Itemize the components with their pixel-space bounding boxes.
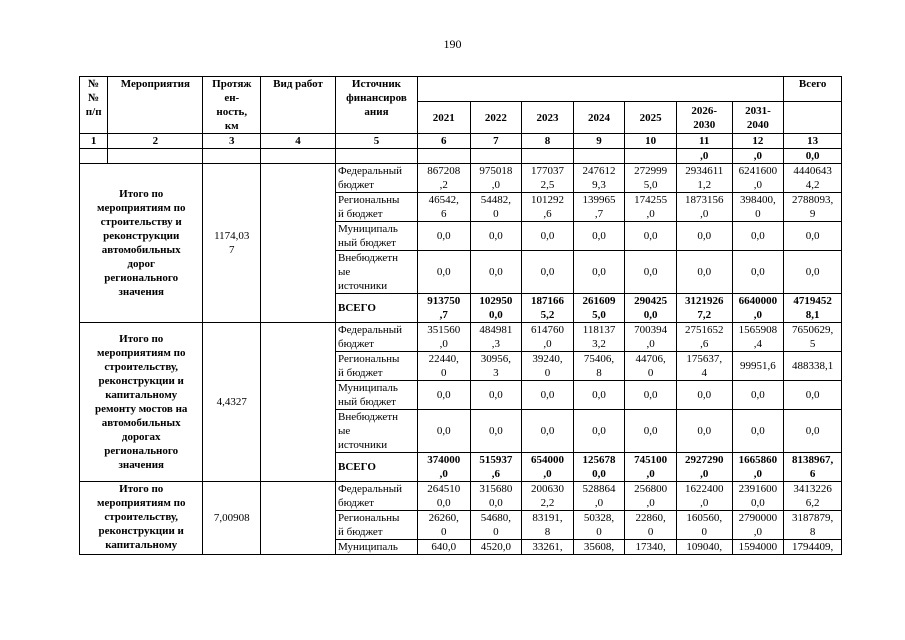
value-cell: 614760 ,0 <box>522 323 574 352</box>
value-cell: 0,0 <box>625 251 677 294</box>
value-cell: 290425 0,0 <box>625 294 677 323</box>
value-cell: 3187879, 8 <box>784 511 842 540</box>
value-cell: 4440643 4,2 <box>784 164 842 193</box>
value-cell: 0,0 <box>573 251 625 294</box>
group-title: Итого по мероприятиям по строительству, реконструкции и капитальному ремонту мостов на автомобильных дорогах регионального значения <box>80 323 203 482</box>
value-cell: 175637, 4 <box>676 352 732 381</box>
value-cell: 46542, 6 <box>417 193 470 222</box>
work-type-cell <box>261 482 336 555</box>
value-cell: 160560, 0 <box>676 511 732 540</box>
value-cell: 2788093, 9 <box>784 193 842 222</box>
header-year: 2021 <box>417 102 470 134</box>
carry-over-row <box>80 149 842 164</box>
financing-source: Федеральный бюджет <box>335 164 417 193</box>
value-cell: 0,0 <box>417 410 470 453</box>
carry-cell: ,0 <box>676 149 732 164</box>
value-cell: 2927290 ,0 <box>676 453 732 482</box>
value-cell: 0,0 <box>470 251 522 294</box>
value-cell: 374000 ,0 <box>417 453 470 482</box>
table-row <box>80 323 842 352</box>
value-cell: 125678 0,0 <box>573 453 625 482</box>
value-cell: 528864 ,0 <box>573 482 625 511</box>
financing-source: ВСЕГО <box>335 294 417 323</box>
header-length: Протяж ен- ность, км <box>203 77 261 134</box>
header-year: 2023 <box>522 102 574 134</box>
value-cell: 0,0 <box>573 410 625 453</box>
group-length: 1174,03 7 <box>203 164 261 323</box>
column-number: 2 <box>108 134 203 149</box>
value-cell: 398400, 0 <box>732 193 784 222</box>
value-cell: 6640000 ,0 <box>732 294 784 323</box>
value-cell: 913750 ,7 <box>417 294 470 323</box>
column-number: 13 <box>784 134 842 149</box>
value-cell: 101292 ,6 <box>522 193 574 222</box>
value-cell: 0,0 <box>676 381 732 410</box>
value-cell: 22440, 0 <box>417 352 470 381</box>
value-cell: 654000 ,0 <box>522 453 574 482</box>
value-cell: 745100 ,0 <box>625 453 677 482</box>
column-number: 4 <box>261 134 336 149</box>
value-cell: 0,0 <box>470 222 522 251</box>
page-number: 190 <box>443 37 462 51</box>
column-number: 11 <box>676 134 732 149</box>
group-title: Итого по мероприятиям по строительству, реконструкции и капитальному <box>80 482 203 555</box>
carry-cell <box>108 149 203 164</box>
carry-cell <box>417 149 470 164</box>
value-cell: 1622400 ,0 <box>676 482 732 511</box>
value-cell: 0,0 <box>676 410 732 453</box>
value-cell: 99951,6 <box>732 352 784 381</box>
value-cell: 1794409, <box>784 540 842 555</box>
financing-source: Федеральный бюджет <box>335 482 417 511</box>
value-cell: 1565908 ,4 <box>732 323 784 352</box>
header-total: Всего <box>784 77 842 102</box>
value-cell: 867208 ,2 <box>417 164 470 193</box>
value-cell: 488338,1 <box>784 352 842 381</box>
value-cell: 0,0 <box>522 222 574 251</box>
group-title: Итого по мероприятиям по строительству и реконструкции автомобильных дорог регионального значения <box>80 164 203 323</box>
value-cell: 54482, 0 <box>470 193 522 222</box>
value-cell: 139965 ,7 <box>573 193 625 222</box>
group-length: 4,4327 <box>203 323 261 482</box>
financing-source: Региональны й бюджет <box>335 511 417 540</box>
value-cell: 0,0 <box>522 410 574 453</box>
value-cell: 0,0 <box>732 251 784 294</box>
value-cell: 700394 ,0 <box>625 323 677 352</box>
header-year: 2026- 2030 <box>676 102 732 134</box>
value-cell: 1594000 <box>732 540 784 555</box>
value-cell: 26260, 0 <box>417 511 470 540</box>
column-number: 12 <box>732 134 784 149</box>
financing-source: Внебюджетн ые источники <box>335 251 417 294</box>
financing-table <box>79 76 842 555</box>
value-cell: 0,0 <box>784 410 842 453</box>
value-cell: 247612 9,3 <box>573 164 625 193</box>
column-number: 5 <box>335 134 417 149</box>
value-cell: 4520,0 <box>470 540 522 555</box>
table-row <box>80 164 842 193</box>
financing-source: Муниципаль ный бюджет <box>335 222 417 251</box>
column-number: 10 <box>625 134 677 149</box>
work-type-cell <box>261 323 336 482</box>
value-cell: 0,0 <box>732 410 784 453</box>
column-numbers-row <box>80 134 842 149</box>
financing-source: Муниципаль <box>335 540 417 555</box>
value-cell: 1873156 ,0 <box>676 193 732 222</box>
value-cell: 0,0 <box>470 381 522 410</box>
column-number: 3 <box>203 134 261 149</box>
work-type-cell <box>261 164 336 323</box>
value-cell: 975018 ,0 <box>470 164 522 193</box>
header-years-span <box>417 77 783 102</box>
value-cell: 50328, 0 <box>573 511 625 540</box>
value-cell: 0,0 <box>417 222 470 251</box>
value-cell: 0,0 <box>625 410 677 453</box>
value-cell: 30956, 3 <box>470 352 522 381</box>
value-cell: 7650629, 5 <box>784 323 842 352</box>
value-cell: 39240, 0 <box>522 352 574 381</box>
value-cell: 200630 2,2 <box>522 482 574 511</box>
value-cell: 272999 5,0 <box>625 164 677 193</box>
value-cell: 2790000 ,0 <box>732 511 784 540</box>
column-number: 6 <box>417 134 470 149</box>
value-cell: 0,0 <box>732 222 784 251</box>
value-cell: 315680 0,0 <box>470 482 522 511</box>
value-cell: 177037 2,5 <box>522 164 574 193</box>
value-cell: 264510 0,0 <box>417 482 470 511</box>
value-cell: 54680, 0 <box>470 511 522 540</box>
value-cell: 3413226 6,2 <box>784 482 842 511</box>
value-cell: 2751652 ,6 <box>676 323 732 352</box>
carry-cell: 0,0 <box>784 149 842 164</box>
carry-cell <box>261 149 336 164</box>
financing-source: Муниципаль ный бюджет <box>335 381 417 410</box>
financing-source: ВСЕГО <box>335 453 417 482</box>
value-cell: 4719452 8,1 <box>784 294 842 323</box>
value-cell: 83191, 8 <box>522 511 574 540</box>
value-cell: 8138967, 6 <box>784 453 842 482</box>
value-cell: 0,0 <box>522 381 574 410</box>
value-cell: 6241600 ,0 <box>732 164 784 193</box>
value-cell: 22860, 0 <box>625 511 677 540</box>
financing-source: Региональны й бюджет <box>335 193 417 222</box>
value-cell: 351560 ,0 <box>417 323 470 352</box>
value-cell: 2934611 1,2 <box>676 164 732 193</box>
column-number: 1 <box>80 134 108 149</box>
value-cell: 1665860 ,0 <box>732 453 784 482</box>
header-total-blank <box>784 102 842 134</box>
value-cell: 0,0 <box>417 251 470 294</box>
value-cell: 0,0 <box>784 251 842 294</box>
value-cell: 0,0 <box>573 381 625 410</box>
column-number: 8 <box>522 134 574 149</box>
carry-cell <box>203 149 261 164</box>
financing-source: Федеральный бюджет <box>335 323 417 352</box>
value-cell: 0,0 <box>417 381 470 410</box>
header-year: 2022 <box>470 102 522 134</box>
carry-cell <box>470 149 522 164</box>
carry-cell <box>335 149 417 164</box>
value-cell: 0,0 <box>732 381 784 410</box>
carry-cell: ,0 <box>732 149 784 164</box>
header-work-type: Вид работ <box>261 77 336 134</box>
value-cell: 0,0 <box>522 251 574 294</box>
value-cell: 187166 5,2 <box>522 294 574 323</box>
value-cell: 174255 ,0 <box>625 193 677 222</box>
group-length: 7,00908 <box>203 482 261 555</box>
value-cell: 118137 3,2 <box>573 323 625 352</box>
header-measures: Мероприятия <box>108 77 203 134</box>
value-cell: 256800 ,0 <box>625 482 677 511</box>
header-year: 2024 <box>573 102 625 134</box>
value-cell: 35608, <box>573 540 625 555</box>
header-num: № № п/п <box>80 77 108 134</box>
value-cell: 0,0 <box>676 222 732 251</box>
value-cell: 109040, <box>676 540 732 555</box>
carry-cell <box>573 149 625 164</box>
carry-cell <box>80 149 108 164</box>
financing-source: Внебюджетн ые источники <box>335 410 417 453</box>
value-cell: 0,0 <box>784 222 842 251</box>
value-cell: 0,0 <box>625 222 677 251</box>
groups-body <box>80 164 842 555</box>
header-source: Источник финансиров ания <box>335 77 417 134</box>
value-cell: 0,0 <box>573 222 625 251</box>
value-cell: 261609 5,0 <box>573 294 625 323</box>
value-cell: 0,0 <box>676 251 732 294</box>
column-number: 7 <box>470 134 522 149</box>
value-cell: 102950 0,0 <box>470 294 522 323</box>
value-cell: 0,0 <box>470 410 522 453</box>
value-cell: 0,0 <box>784 381 842 410</box>
value-cell: 33261, <box>522 540 574 555</box>
value-cell: 640,0 <box>417 540 470 555</box>
header-year: 2025 <box>625 102 677 134</box>
value-cell: 3121926 7,2 <box>676 294 732 323</box>
value-cell: 17340, <box>625 540 677 555</box>
value-cell: 75406, 8 <box>573 352 625 381</box>
value-cell: 0,0 <box>625 381 677 410</box>
table-row <box>80 482 842 511</box>
value-cell: 2391600 0,0 <box>732 482 784 511</box>
value-cell: 484981 ,3 <box>470 323 522 352</box>
carry-cell <box>522 149 574 164</box>
financing-source: Региональны й бюджет <box>335 352 417 381</box>
column-number: 9 <box>573 134 625 149</box>
value-cell: 515937 ,6 <box>470 453 522 482</box>
carry-cell <box>625 149 677 164</box>
header-year: 2031- 2040 <box>732 102 784 134</box>
value-cell: 44706, 0 <box>625 352 677 381</box>
